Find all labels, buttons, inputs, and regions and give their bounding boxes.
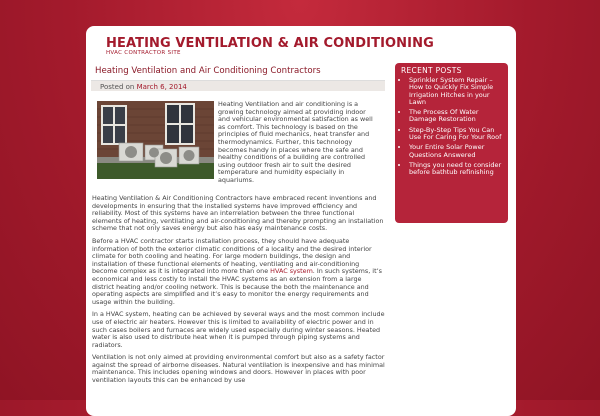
recent-posts-list bbox=[395, 77, 508, 177]
widget-title: RECENT POSTS bbox=[401, 66, 462, 75]
recent-posts-widget bbox=[395, 63, 508, 223]
paragraph-2 bbox=[92, 238, 385, 306]
intro-section bbox=[92, 97, 385, 193]
list-item bbox=[409, 162, 504, 177]
post-date-link[interactable]: March 6, 2014 bbox=[136, 83, 187, 91]
recent-post-link[interactable]: Sprinkler System Repair – How to Quickly Fix Simple Irrigation Hitches in your Lawn bbox=[409, 76, 494, 106]
recent-post-link[interactable]: The Process Of Water Damage Restoration bbox=[409, 108, 479, 124]
recent-post-link[interactable]: Your Entire Solar Power Questions Answered bbox=[409, 143, 485, 159]
recent-post-link[interactable]: Step-By-Step Tips You Can Use For Caring For Your Roof bbox=[409, 125, 502, 142]
paragraph-4: Ventilation is not only aimed at providing environmental comfort but also as a safety factor against the spread of airborne diseases. Natural ventilation is inexpensive and has minimal maintenance. This includes opening windows and doors. However in places with poor ventilation layouts this can be enhanced by use bbox=[92, 353, 385, 385]
paragraph-1: Heating Ventilation & Air Conditioning Contractors have embraced recent inventions and developments in ensuring that the installed systems have improved efficiency and reliability. Most of this systems have an interrelation between the three functional elements of heating, ventilating and air-conditioning and thereby prompting an installation scheme that not only saves energy but also has easy maintenance costs. bbox=[92, 194, 384, 233]
posted-on-label: Posted on bbox=[100, 83, 135, 91]
intro-paragraph: Heating Ventilation and air conditioning is a growing technology aimed at providing indoor and vehicular environmental satisfaction as well as comfort. This technology is based on the principles of fluid mechanics, heat transfer and thermodynamics. Further, this technology becomes handy in places where the safe and healthy conditions of a building are controlled using outdoor fresh air to suit the desired temperature and humidity especially in aquariums. bbox=[218, 100, 373, 184]
site-title[interactable]: HEATING VENTILATION & AIR CONDITIONING bbox=[106, 36, 434, 51]
list-item bbox=[409, 127, 504, 142]
paragraph-2-text-end: . In such systems, it’s economical and less costly to install the HVAC systems as an extension from a large district heating and/or cooling network. This is because the both the maintenance and operating aspects are simplified and it’s easy to monitor the energy requirements and usage within the building. bbox=[92, 267, 382, 306]
site-description: HVAC CONTRACTOR SITE bbox=[106, 50, 181, 56]
paragraph-2-text: Before a HVAC contractor starts installation process, they should have adequate information of both the exterior climatic conditions of a locality and the desired interior climate for both cooling and heating. For large modern buildings, the design and installation of these functional elements of heating, ventilating and air-conditioning become complex as it is integrated into more than one bbox=[92, 236, 372, 276]
hvac-system-link[interactable]: HVAC system bbox=[270, 267, 313, 276]
page-container bbox=[86, 26, 516, 416]
post-title-link[interactable]: Heating Ventilation and Air Conditioning Contractors bbox=[95, 66, 321, 76]
main-content bbox=[91, 66, 385, 390]
list-item bbox=[409, 109, 504, 124]
paragraph-3: In a HVAC system, heating can be achieved by several ways and the most common include use of electric air heaters. However this is limited to availability of electric power and in such cases boilers and furnaces are widely used especially during winter seasons. Heated water is also used to distribute heat when it is pumped through piping systems and radiators. bbox=[92, 310, 385, 349]
post-content bbox=[91, 97, 385, 385]
air-conditioner-units-photo bbox=[97, 101, 214, 179]
post-meta bbox=[91, 80, 385, 91]
recent-post-link[interactable]: Things you need to consider before bathtub refinishing bbox=[409, 160, 502, 177]
list-item bbox=[409, 144, 504, 159]
list-item bbox=[409, 77, 504, 106]
